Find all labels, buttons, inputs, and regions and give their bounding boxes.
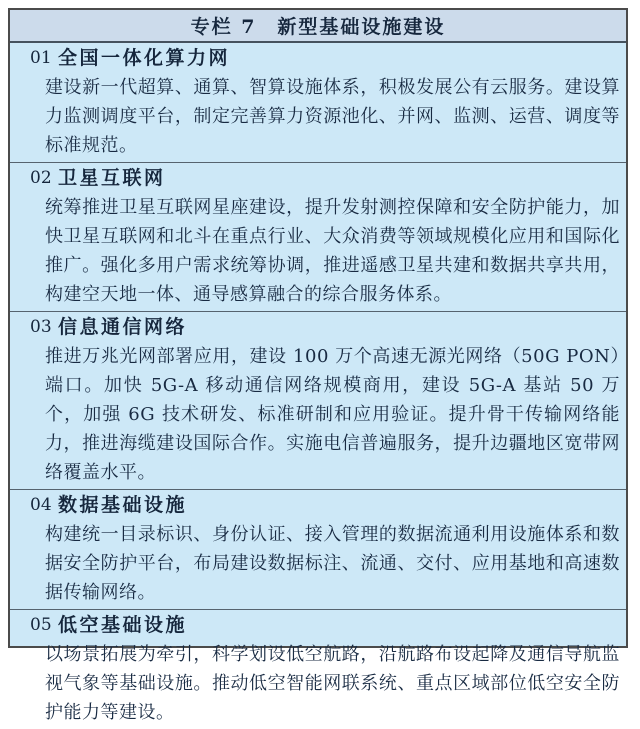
section-title-row [30,611,620,640]
section-title: 全国一体化算力网 [58,47,231,69]
section-title: 数据基础设施 [58,494,188,516]
section-data-infrastructure [10,489,626,609]
section-body-text: 构建统一目录标识、身份认证、接入管理的数据流通利用设施体系和数据安全防护平台，布局建设数据标注、流通、交付、应用基地和高速数据传输网络。 [45,524,620,603]
panel-header [10,10,626,43]
section-body-text: 统筹推进卫星互联网星座建设，提升发射测控保障和安全防护能力，加快卫星互联网和北斗在重点行业、大众消费等领域规模化应用和国际化推广。强化多用户需求统筹协调，推进遥感卫星共建和数据共享共用，构建空天地一体、通导感算融合的综合服务体系。 [45,197,620,305]
section-number: 02 [30,168,52,188]
section-body-text: 以场景拓展为牵引，科学划设低空航路，沿航路布设起降及通信导航监视气象等基础设施。推动低空智能网联系统、重点区域部位低空安全防护能力等建设。 [45,644,620,723]
section-satellite-internet [10,162,626,311]
section-body-text: 建设新一代超算、通算、智算设施体系，积极发展公有云服务。建设算力监测调度平台，制定完善算力资源池化、并网、监测、运营、调度等标准规范。 [45,77,620,156]
section-computing-network [10,43,626,162]
section-low-altitude-infrastructure [10,609,626,729]
section-body-text: 推进万兆光网部署应用，建设 100 万个高速无源光网络（50G PON）端口。加快 5G-A 移动通信网络规模商用，建设 5G-A 基站 50 万个，加强 6G 技术研发、标准研制和应用验证。提升骨干传输网络能力，推进海缆建设国际合作。实施电信普遍服务，提升边疆地区宽带网络覆盖水平。 [45,346,620,483]
section-number: 03 [30,317,52,337]
section-title-row [30,164,620,193]
section-title: 低空基础设施 [58,614,188,636]
panel-title: 专栏 7 新型基础设施建设 [190,16,446,38]
section-title-row [30,313,620,342]
section-number: 01 [30,48,52,68]
section-information-network [10,311,626,489]
section-title-row [30,491,620,520]
section-title: 信息通信网络 [58,316,188,338]
infrastructure-panel [8,8,628,723]
section-number: 04 [30,495,52,515]
section-title: 卫星互联网 [58,167,166,189]
section-number: 05 [30,615,52,635]
section-title-row [30,44,620,73]
